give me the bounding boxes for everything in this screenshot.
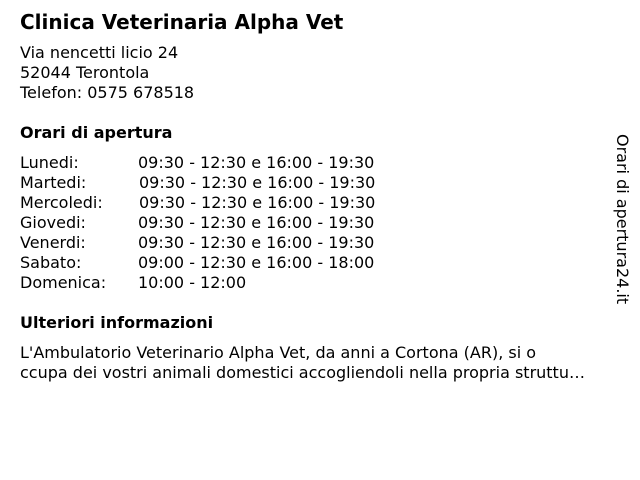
description-line: ccupa dei vostri animali domestici accogliendoli nella propria struttu… xyxy=(20,363,585,382)
description-line: L'Ambulatorio Veterinario Alpha Vet, da anni a Cortona (AR), si o xyxy=(20,343,537,362)
phone-number: Telefon: 0575 678518 xyxy=(20,83,195,102)
hours-value: 09:30 - 12:30 e 16:00 - 19:30 xyxy=(139,193,376,212)
hours-value: 09:30 - 12:30 e 16:00 - 19:30 xyxy=(138,153,375,172)
business-card xyxy=(20,0,620,480)
business-name: Clinica Veterinaria Alpha Vet xyxy=(20,10,344,34)
day-label: Domenica: xyxy=(20,273,107,292)
hours-value: 09:00 - 12:30 e 16:00 - 18:00 xyxy=(138,253,375,272)
address-block xyxy=(20,43,194,103)
hours-value: 09:30 - 12:30 e 16:00 - 19:30 xyxy=(138,213,375,232)
day-label: Lunedi: xyxy=(20,153,79,172)
hours-value: 10:00 - 12:00 xyxy=(138,273,247,292)
day-label: Mercoledi: xyxy=(20,193,103,212)
address-street: Via nencetti licio 24 xyxy=(20,43,179,62)
additional-info-title: Ulteriori informazioni xyxy=(20,313,214,332)
site-brand-vertical xyxy=(611,134,633,309)
hours-value: 09:30 - 12:30 e 16:00 - 19:30 xyxy=(138,233,375,252)
opening-hours-title: Orari di apertura xyxy=(20,123,173,142)
business-description xyxy=(20,343,632,383)
day-label: Martedi: xyxy=(20,173,87,192)
day-label: Giovedi: xyxy=(20,213,86,232)
hours-value: 09:30 - 12:30 e 16:00 - 19:30 xyxy=(139,173,376,192)
site-brand-text: Orari di apertura24.it xyxy=(613,134,632,305)
address-postal-city: 52044 Terontola xyxy=(20,63,150,82)
day-label: Venerdi: xyxy=(20,233,86,252)
day-label: Sabato: xyxy=(20,253,82,272)
